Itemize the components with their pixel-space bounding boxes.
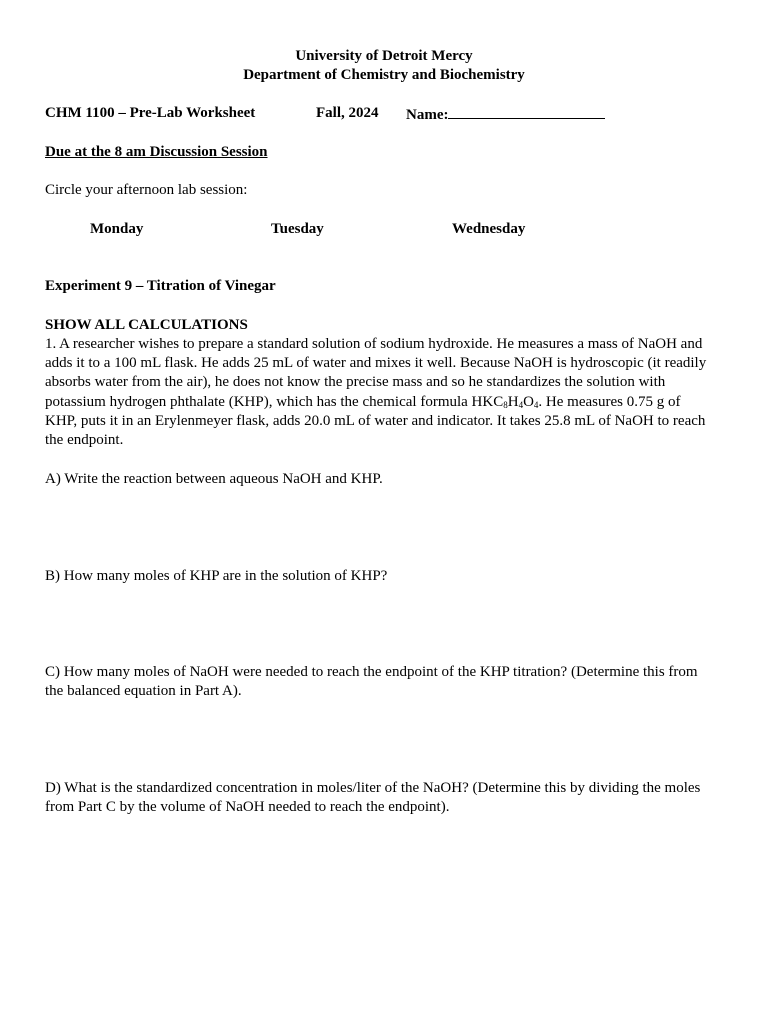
experiment-title: Experiment 9 – Titration of Vinegar xyxy=(45,278,276,294)
circle-session-prompt: Circle your afternoon lab session: xyxy=(45,182,248,198)
university-name: University of Detroit Mercy xyxy=(295,48,473,64)
term: Fall, 2024 xyxy=(316,105,379,121)
question-d-line: D) What is the standardized concentration in moles/liter of the NaOH? (Determine this by dividing the moles xyxy=(45,780,701,796)
session-tuesday: Tuesday xyxy=(271,221,324,237)
question-d-line: from Part C by the volume of NaOH needed to reach the endpoint). xyxy=(45,799,450,816)
course-title: CHM 1100 – Pre-Lab Worksheet xyxy=(45,105,256,121)
name-blank-line xyxy=(448,104,605,119)
problem-line: adds it to a 100 mL flask. He adds 25 mL of water and mixes it well. Because NaOH is hydroscopic (it readily xyxy=(45,355,707,372)
session-wednesday: Wednesday xyxy=(452,221,526,237)
question-c-line: C) How many moles of NaOH were needed to reach the endpoint of the KHP titration? (Determine this from xyxy=(45,664,698,680)
question-d xyxy=(45,779,723,817)
problem-formula-line: potassium hydrogen phthalate (KHP), which has the chemical formula $HKC_8H_4O_4$. He measures 0.75 g of xyxy=(45,393,681,410)
session-monday: Monday xyxy=(90,221,144,237)
question-c xyxy=(45,663,723,701)
problem-line: KHP, puts it in an Erylenmeyer flask, adds 20.0 mL of water and indicator. It takes 25.8 mL of NaOH to reach xyxy=(45,412,706,429)
problem-line: absorbs water from the air), he does not know the precise mass and so he standardizes the solution with xyxy=(45,374,666,391)
calculations-heading: SHOW ALL CALCULATIONS xyxy=(45,317,248,333)
name-field xyxy=(406,104,605,125)
problem-statement xyxy=(45,335,723,450)
question-b: B) How many moles of KHP are in the solution of KHP? xyxy=(45,568,388,584)
name-label: Name: xyxy=(406,107,449,123)
question-c-line: the balanced equation in Part A). xyxy=(45,683,242,700)
problem-line: the endpoint. xyxy=(45,432,124,449)
department-name: Department of Chemistry and Biochemistry xyxy=(243,67,525,83)
problem-line: 1. A researcher wishes to prepare a standard solution of sodium hydroxide. He measures a mass of NaOH and xyxy=(45,336,703,352)
question-a: A) Write the reaction between aqueous NaOH and KHP. xyxy=(45,471,383,487)
due-notice: Due at the 8 am Discussion Session xyxy=(45,144,268,160)
